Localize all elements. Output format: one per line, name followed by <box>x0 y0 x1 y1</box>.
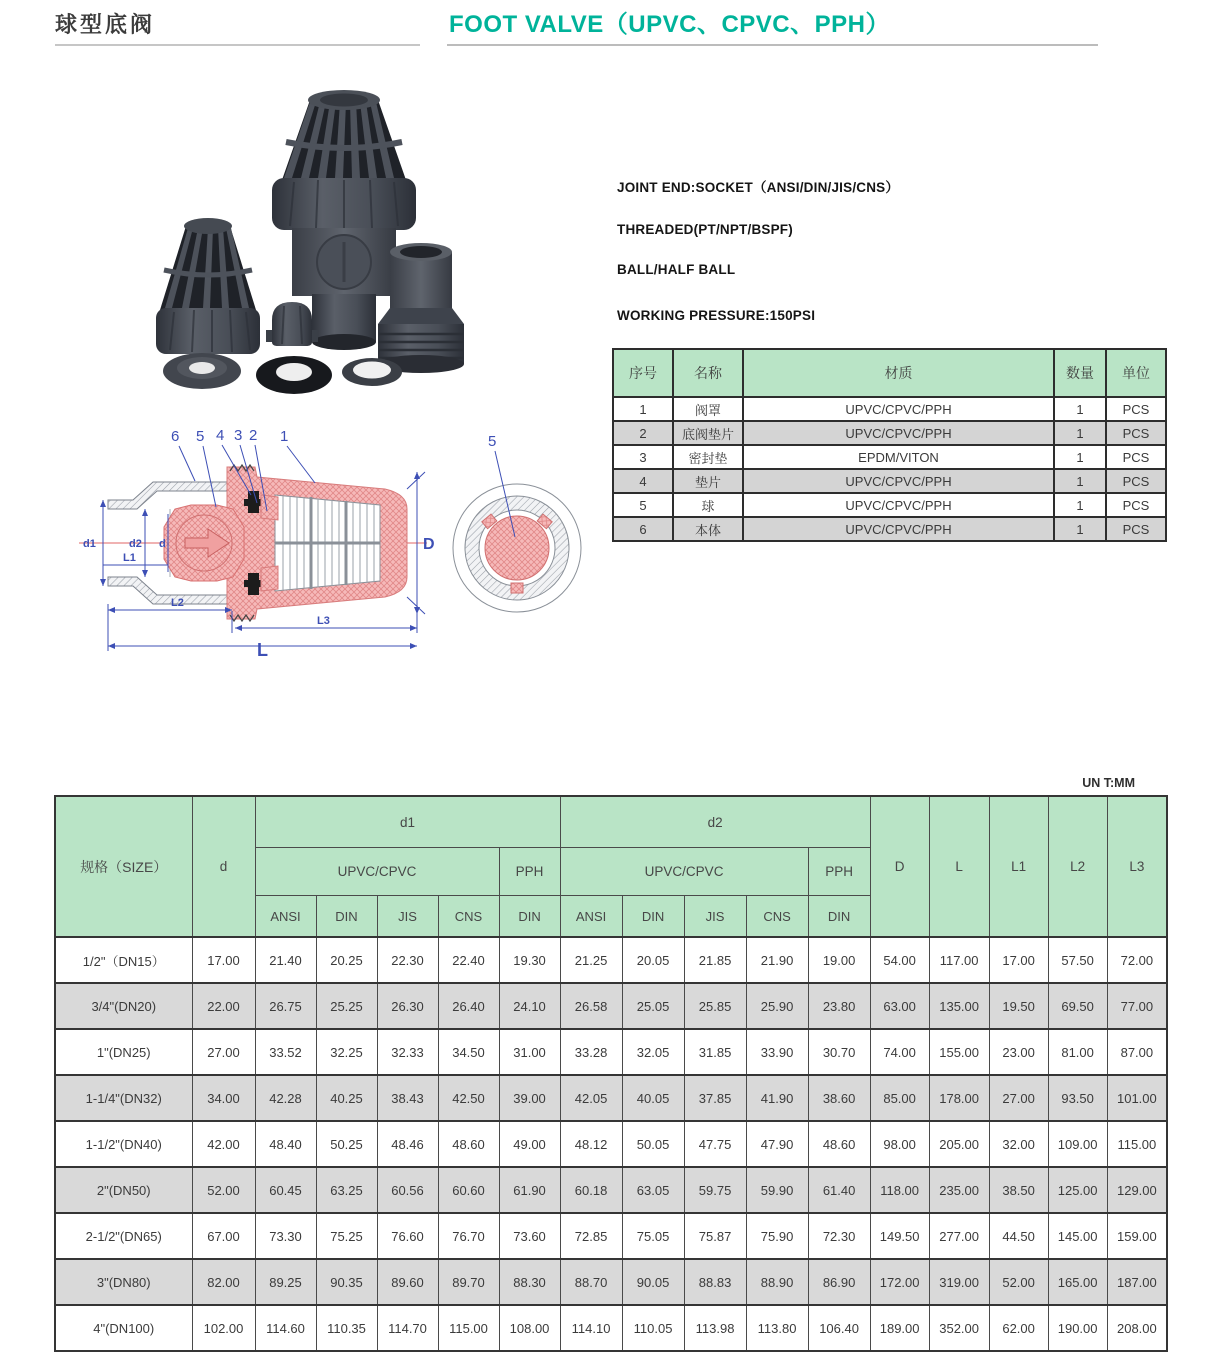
table-cell: 52.00 <box>192 1167 255 1213</box>
part-callout-5: 5 <box>196 428 205 445</box>
table-row <box>613 469 1166 493</box>
page-title-zh: 球型底阀 <box>55 12 156 37</box>
technical-drawing <box>75 415 635 660</box>
table-cell: 165.00 <box>1048 1259 1107 1305</box>
table-cell: 155.00 <box>929 1029 989 1075</box>
table-cell: 102.00 <box>192 1305 255 1351</box>
dims-header-l3: L3 <box>1107 796 1167 937</box>
table-cell: 38.50 <box>989 1167 1048 1213</box>
table-cell: 23.00 <box>989 1029 1048 1075</box>
table-cell: 235.00 <box>929 1167 989 1213</box>
table-cell: 42.50 <box>438 1075 499 1121</box>
table-cell: 149.50 <box>870 1213 929 1259</box>
photo-rubber-ring <box>256 356 332 394</box>
dims-header-std: DIN <box>622 896 684 938</box>
table-row <box>55 1029 1167 1075</box>
table-cell: 110.05 <box>622 1305 684 1351</box>
table-cell: 33.28 <box>560 1029 622 1075</box>
table-cell: 38.43 <box>377 1075 438 1121</box>
dims-header-d1: d1 <box>255 796 560 848</box>
table-cell: 33.90 <box>746 1029 808 1075</box>
table-cell: 21.85 <box>684 937 746 983</box>
table-cell: 1/2"（DN15） <box>55 937 192 983</box>
table-cell: 32.05 <box>622 1029 684 1075</box>
photo-gasket-disc <box>163 353 241 389</box>
parts-header-row <box>613 349 1166 397</box>
table-cell: 110.35 <box>316 1305 377 1351</box>
table-cell: 89.60 <box>377 1259 438 1305</box>
table-cell: 205.00 <box>929 1121 989 1167</box>
table-cell: PCS <box>1106 517 1166 541</box>
table-cell: PCS <box>1106 445 1166 469</box>
table-cell: 垫片 <box>673 469 743 493</box>
table-cell: 22.40 <box>438 937 499 983</box>
table-cell: 54.00 <box>870 937 929 983</box>
table-cell: 底阀垫片 <box>673 421 743 445</box>
table-cell: 阀罩 <box>673 397 743 421</box>
table-cell: 31.00 <box>499 1029 560 1075</box>
table-cell: 50.25 <box>316 1121 377 1167</box>
table-cell: PCS <box>1106 493 1166 517</box>
photo-small-cap <box>266 302 318 346</box>
table-cell: 89.70 <box>438 1259 499 1305</box>
table-cell: 20.05 <box>622 937 684 983</box>
dims-header-pph-d1: PPH <box>499 848 560 896</box>
part-callout-1: 1 <box>280 428 289 445</box>
dimension-table-body <box>55 937 1167 1351</box>
table-cell: 76.70 <box>438 1213 499 1259</box>
table-cell: 52.00 <box>989 1259 1048 1305</box>
table-cell: 129.00 <box>1107 1167 1167 1213</box>
table-cell: 21.90 <box>746 937 808 983</box>
table-cell: 93.50 <box>1048 1075 1107 1121</box>
table-cell: 19.30 <box>499 937 560 983</box>
table-cell: 25.90 <box>746 983 808 1029</box>
table-cell: 1 <box>1054 493 1106 517</box>
table-cell: 208.00 <box>1107 1305 1167 1351</box>
table-cell: 47.75 <box>684 1121 746 1167</box>
dims-header-std: CNS <box>438 896 499 938</box>
table-cell: 319.00 <box>929 1259 989 1305</box>
table-cell: 47.90 <box>746 1121 808 1167</box>
table-cell: 75.90 <box>746 1213 808 1259</box>
table-cell: 33.52 <box>255 1029 316 1075</box>
table-row <box>55 1167 1167 1213</box>
table-cell: 20.25 <box>316 937 377 983</box>
dims-header-l2: L2 <box>1048 796 1107 937</box>
dims-header-upvc-d2: UPVC/CPVC <box>560 848 808 896</box>
table-cell: 172.00 <box>870 1259 929 1305</box>
table-cell: 187.00 <box>1107 1259 1167 1305</box>
table-cell: 3/4"(DN20) <box>55 983 192 1029</box>
spec-threaded: THREADED(PT/NPT/BSPF) <box>617 222 793 237</box>
table-cell: 75.87 <box>684 1213 746 1259</box>
table-cell: 117.00 <box>929 937 989 983</box>
table-cell: 34.00 <box>192 1075 255 1121</box>
table-cell: 73.30 <box>255 1213 316 1259</box>
table-cell: 5 <box>613 493 673 517</box>
photo-socket-adapter <box>378 243 464 373</box>
table-row <box>613 517 1166 541</box>
part-callout-6: 6 <box>171 428 180 445</box>
table-cell: 67.00 <box>192 1213 255 1259</box>
table-cell: 90.05 <box>622 1259 684 1305</box>
dimension-table <box>54 795 1168 1352</box>
table-cell: 34.50 <box>438 1029 499 1075</box>
cross-section-view <box>79 427 435 660</box>
table-cell: 1 <box>1054 421 1106 445</box>
table-cell: 277.00 <box>929 1213 989 1259</box>
table-cell: 60.60 <box>438 1167 499 1213</box>
dims-header-std: DIN <box>316 896 377 938</box>
table-cell: 114.10 <box>560 1305 622 1351</box>
table-cell: 77.00 <box>1107 983 1167 1029</box>
table-cell: 17.00 <box>989 937 1048 983</box>
table-cell: 88.90 <box>746 1259 808 1305</box>
table-cell: 59.75 <box>684 1167 746 1213</box>
parts-header-name: 名称 <box>673 349 743 397</box>
dims-header-d: d <box>192 796 255 937</box>
table-cell: 74.00 <box>870 1029 929 1075</box>
table-cell: 63.25 <box>316 1167 377 1213</box>
table-cell: 32.33 <box>377 1029 438 1075</box>
table-cell: 101.00 <box>1107 1075 1167 1121</box>
table-cell: 24.10 <box>499 983 560 1029</box>
table-cell: 72.30 <box>808 1213 870 1259</box>
table-cell: 62.00 <box>989 1305 1048 1351</box>
dims-header-std: JIS <box>684 896 746 938</box>
parts-table-body <box>613 397 1166 541</box>
table-cell: UPVC/CPVC/PPH <box>743 469 1054 493</box>
table-cell: PCS <box>1106 469 1166 493</box>
table-cell: 145.00 <box>1048 1213 1107 1259</box>
part-callout-3: 3 <box>234 427 243 444</box>
table-cell: 81.00 <box>1048 1029 1107 1075</box>
table-cell: 108.00 <box>499 1305 560 1351</box>
table-cell: 352.00 <box>929 1305 989 1351</box>
table-cell: 57.50 <box>1048 937 1107 983</box>
table-cell: 球 <box>673 493 743 517</box>
table-cell: 25.85 <box>684 983 746 1029</box>
dims-header-std: CNS <box>746 896 808 938</box>
table-cell: 114.70 <box>377 1305 438 1351</box>
table-cell: 61.40 <box>808 1167 870 1213</box>
table-cell: 75.25 <box>316 1213 377 1259</box>
table-cell: 31.85 <box>684 1029 746 1075</box>
product-photo <box>60 80 560 410</box>
table-cell: 23.80 <box>808 983 870 1029</box>
table-cell: 48.46 <box>377 1121 438 1167</box>
table-cell: 88.83 <box>684 1259 746 1305</box>
unit-note: UN T:MM <box>1082 776 1135 790</box>
table-cell: 1 <box>1054 517 1106 541</box>
table-cell: 17.00 <box>192 937 255 983</box>
parts-header-qty: 数量 <box>1054 349 1106 397</box>
table-cell: 85.00 <box>870 1075 929 1121</box>
table-cell: 19.50 <box>989 983 1048 1029</box>
table-cell: 159.00 <box>1107 1213 1167 1259</box>
front-section-view <box>453 433 581 612</box>
table-cell: 27.00 <box>192 1029 255 1075</box>
dims-header-std: ANSI <box>255 896 316 938</box>
table-cell: 76.60 <box>377 1213 438 1259</box>
table-row <box>613 493 1166 517</box>
table-cell: 72.00 <box>1107 937 1167 983</box>
table-cell: 21.25 <box>560 937 622 983</box>
table-cell: 42.00 <box>192 1121 255 1167</box>
table-cell: 39.00 <box>499 1075 560 1121</box>
table-cell: 25.05 <box>622 983 684 1029</box>
table-cell: 42.28 <box>255 1075 316 1121</box>
table-row <box>55 1259 1167 1305</box>
dim-label-d1: d1 <box>83 538 96 550</box>
table-cell: 40.05 <box>622 1075 684 1121</box>
table-cell: 密封垫 <box>673 445 743 469</box>
part-callout-2: 2 <box>249 427 258 444</box>
table-cell: 106.40 <box>808 1305 870 1351</box>
table-cell: 26.75 <box>255 983 316 1029</box>
table-cell: 115.00 <box>1107 1121 1167 1167</box>
table-cell: 1 <box>613 397 673 421</box>
table-cell: 1-1/4"(DN32) <box>55 1075 192 1121</box>
table-cell: 63.00 <box>870 983 929 1029</box>
dim-label-l2: L2 <box>171 597 184 609</box>
dims-header-std: ANSI <box>560 896 622 938</box>
table-cell: 26.30 <box>377 983 438 1029</box>
table-cell: 60.45 <box>255 1167 316 1213</box>
table-cell: 26.58 <box>560 983 622 1029</box>
dims-header-big-d: D <box>870 796 929 937</box>
table-cell: 190.00 <box>1048 1305 1107 1351</box>
table-cell: 75.05 <box>622 1213 684 1259</box>
table-cell: 4"(DN100) <box>55 1305 192 1351</box>
table-cell: EPDM/VITON <box>743 445 1054 469</box>
dim-label-l1: L1 <box>123 552 136 564</box>
header-divider-left <box>55 44 420 46</box>
table-cell: 32.25 <box>316 1029 377 1075</box>
table-row <box>55 937 1167 983</box>
dims-header-upvc-d1: UPVC/CPVC <box>255 848 499 896</box>
table-cell: 72.85 <box>560 1213 622 1259</box>
table-cell: 6 <box>613 517 673 541</box>
parts-header-material: 材质 <box>743 349 1054 397</box>
table-cell: UPVC/CPVC/PPH <box>743 493 1054 517</box>
table-cell: 30.70 <box>808 1029 870 1075</box>
dims-header-l1: L1 <box>989 796 1048 937</box>
table-cell: 48.60 <box>808 1121 870 1167</box>
table-cell: 118.00 <box>870 1167 929 1213</box>
table-cell: 87.00 <box>1107 1029 1167 1075</box>
table-cell: 61.90 <box>499 1167 560 1213</box>
table-cell: 113.80 <box>746 1305 808 1351</box>
table-row <box>55 1213 1167 1259</box>
table-cell: 1-1/2"(DN40) <box>55 1121 192 1167</box>
table-cell: 32.00 <box>989 1121 1048 1167</box>
dim-label-l3: L3 <box>317 615 330 627</box>
table-cell: 22.00 <box>192 983 255 1029</box>
dims-header-row-1 <box>55 796 1167 848</box>
dims-header-std: DIN <box>808 896 870 938</box>
table-cell: 48.60 <box>438 1121 499 1167</box>
table-cell: 41.90 <box>746 1075 808 1121</box>
table-cell: 86.90 <box>808 1259 870 1305</box>
dims-header-l: L <box>929 796 989 937</box>
table-cell: 42.05 <box>560 1075 622 1121</box>
dim-label-d2: d2 <box>129 538 142 550</box>
spec-working-pressure: WORKING PRESSURE:150PSI <box>617 308 816 323</box>
table-cell: 125.00 <box>1048 1167 1107 1213</box>
table-cell: 1 <box>1054 469 1106 493</box>
table-row <box>55 1075 1167 1121</box>
table-cell: 178.00 <box>929 1075 989 1121</box>
dims-header-std: DIN <box>499 896 560 938</box>
page-title-en: FOOT VALVE（UPVC、CPVC、PPH） <box>449 11 890 38</box>
table-cell: 22.30 <box>377 937 438 983</box>
table-cell: 59.90 <box>746 1167 808 1213</box>
table-cell: 25.25 <box>316 983 377 1029</box>
parts-header-no: 序号 <box>613 349 673 397</box>
table-cell: 50.05 <box>622 1121 684 1167</box>
table-cell: 49.00 <box>499 1121 560 1167</box>
table-cell: 98.00 <box>870 1121 929 1167</box>
table-cell: 21.40 <box>255 937 316 983</box>
table-cell: 1"(DN25) <box>55 1029 192 1075</box>
header-divider-right <box>447 44 1098 46</box>
dims-header-pph-d2: PPH <box>808 848 870 896</box>
table-cell: 88.30 <box>499 1259 560 1305</box>
dim-label-d: d <box>159 538 166 550</box>
table-cell: PCS <box>1106 421 1166 445</box>
table-cell: 40.25 <box>316 1075 377 1121</box>
table-cell: 4 <box>613 469 673 493</box>
spec-ball: BALL/HALF BALL <box>617 262 736 277</box>
table-cell: 37.85 <box>684 1075 746 1121</box>
table-cell: 82.00 <box>192 1259 255 1305</box>
table-cell: 113.98 <box>684 1305 746 1351</box>
section-callout-5: 5 <box>488 433 497 450</box>
table-row <box>613 445 1166 469</box>
table-cell: 2"(DN50) <box>55 1167 192 1213</box>
table-cell: 89.25 <box>255 1259 316 1305</box>
photo-small-strainer <box>156 218 260 354</box>
table-row <box>55 1121 1167 1167</box>
table-cell: 1 <box>1054 445 1106 469</box>
table-cell: 38.60 <box>808 1075 870 1121</box>
table-cell: 27.00 <box>989 1075 1048 1121</box>
table-cell: 48.12 <box>560 1121 622 1167</box>
table-row <box>613 397 1166 421</box>
table-cell: 69.50 <box>1048 983 1107 1029</box>
table-cell: 109.00 <box>1048 1121 1107 1167</box>
table-cell: 3 <box>613 445 673 469</box>
spec-joint-end: JOINT END:SOCKET（ANSI/DIN/JIS/CNS） <box>617 180 900 195</box>
table-cell: 60.56 <box>377 1167 438 1213</box>
table-cell: PCS <box>1106 397 1166 421</box>
table-row <box>55 983 1167 1029</box>
table-cell: 135.00 <box>929 983 989 1029</box>
parts-header-unit: 单位 <box>1106 349 1166 397</box>
table-cell: 本体 <box>673 517 743 541</box>
table-cell: 90.35 <box>316 1259 377 1305</box>
table-cell: 3"(DN80) <box>55 1259 192 1305</box>
dims-header-d2: d2 <box>560 796 870 848</box>
table-cell: 2-1/2"(DN65) <box>55 1213 192 1259</box>
table-cell: UPVC/CPVC/PPH <box>743 517 1054 541</box>
table-cell: 115.00 <box>438 1305 499 1351</box>
table-cell: 63.05 <box>622 1167 684 1213</box>
table-cell: 189.00 <box>870 1305 929 1351</box>
part-callout-4: 4 <box>216 427 225 444</box>
table-cell: 48.40 <box>255 1121 316 1167</box>
table-cell: 19.00 <box>808 937 870 983</box>
dims-header-size: 规格（SIZE） <box>55 796 192 937</box>
table-cell: UPVC/CPVC/PPH <box>743 397 1054 421</box>
table-cell: 114.60 <box>255 1305 316 1351</box>
table-cell: 73.60 <box>499 1213 560 1259</box>
table-cell: 44.50 <box>989 1213 1048 1259</box>
table-cell: 26.40 <box>438 983 499 1029</box>
table-cell: 88.70 <box>560 1259 622 1305</box>
table-row <box>55 1305 1167 1351</box>
parts-table <box>612 348 1167 542</box>
table-cell: 2 <box>613 421 673 445</box>
table-row <box>613 421 1166 445</box>
table-cell: UPVC/CPVC/PPH <box>743 421 1054 445</box>
dims-header-std: JIS <box>377 896 438 938</box>
table-cell: 1 <box>1054 397 1106 421</box>
dim-label-l: L <box>257 640 268 660</box>
dim-label-big-d: D <box>423 536 435 553</box>
table-cell: 60.18 <box>560 1167 622 1213</box>
photo-seal-ring <box>342 358 402 386</box>
